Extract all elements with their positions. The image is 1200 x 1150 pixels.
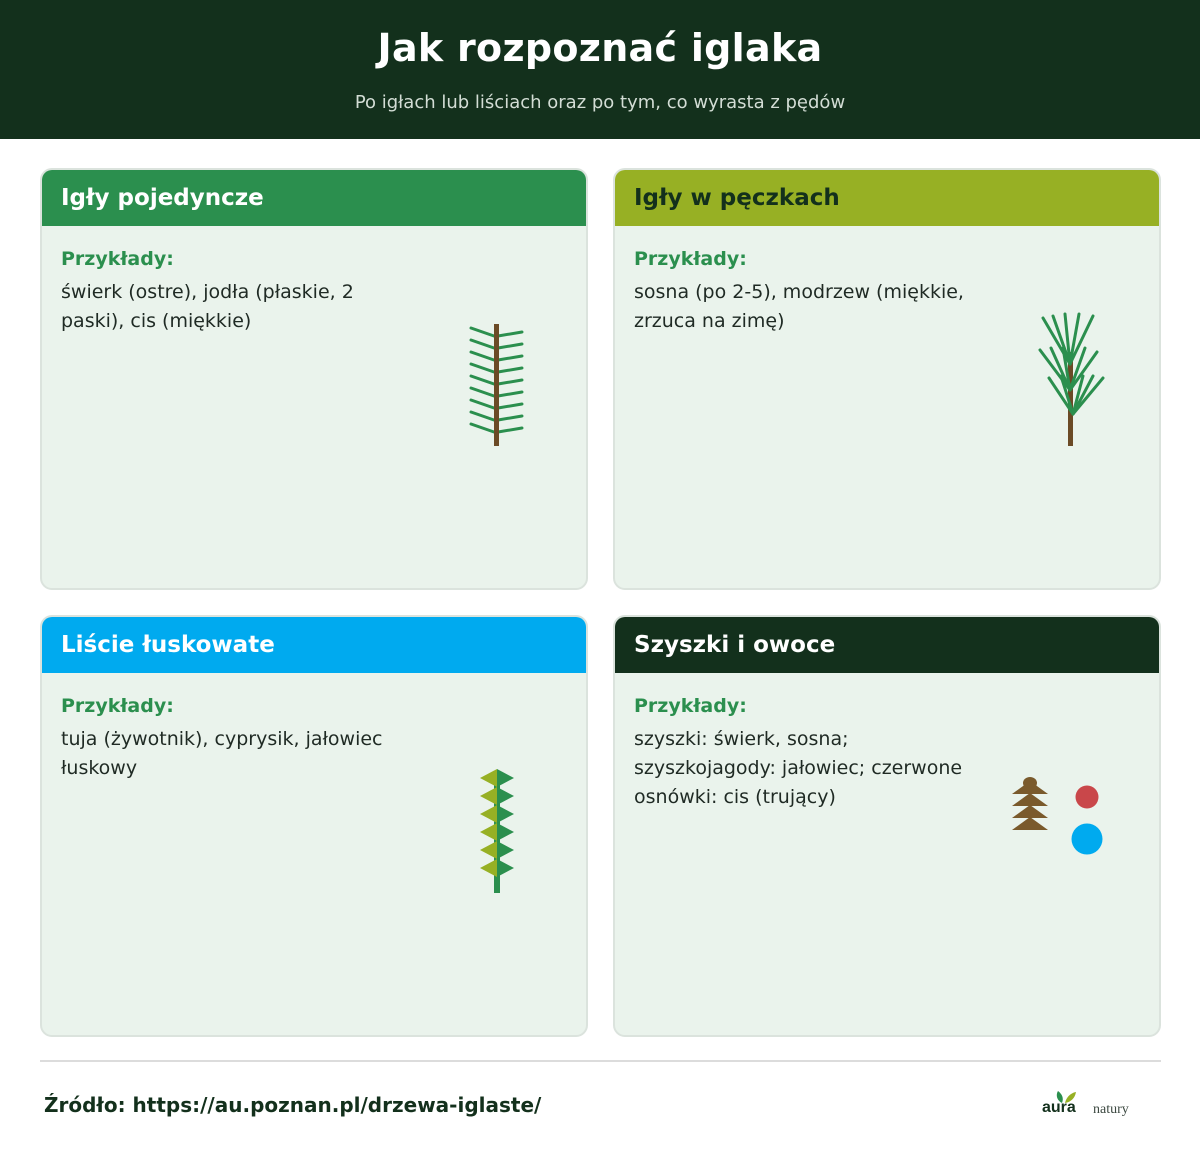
header-banner bbox=[0, 0, 1200, 139]
cone-icon bbox=[1007, 777, 1057, 837]
page-title: Jak rozpoznać iglaka bbox=[377, 26, 823, 70]
card-title: Igły pojedyncze bbox=[42, 170, 586, 226]
footer-divider bbox=[40, 1060, 1161, 1062]
examples-text: szyszki: świerk, sosna; szyszkojagody: jałowiec; czerwone osnówki: cis (trujący) bbox=[634, 728, 963, 808]
card-title: Liście łuskowate bbox=[42, 617, 586, 673]
card-title: Igły w pęczkach bbox=[615, 170, 1159, 226]
card-needle-clusters bbox=[613, 168, 1161, 590]
examples-text: tuja (żywotnik), cyprysik, jałowiec łuskowy bbox=[61, 728, 383, 779]
examples-text: świerk (ostre), jodła (płaskie, 2 paski), cis (miękkie) bbox=[61, 281, 354, 332]
card-title: Szyszki i owoce bbox=[615, 617, 1159, 673]
juniper-berry-icon bbox=[1072, 824, 1103, 855]
examples-label: Przykłady: bbox=[634, 695, 747, 717]
yew-aril-icon bbox=[1076, 786, 1099, 809]
card-cones-and-berries bbox=[613, 615, 1161, 1037]
needle-clusters-icon bbox=[1035, 312, 1107, 448]
examples-label: Przykłady: bbox=[61, 695, 174, 717]
card-single-needles bbox=[40, 168, 588, 590]
scale-leaves-icon bbox=[477, 769, 517, 895]
berries-icon bbox=[1071, 784, 1107, 858]
page-subtitle: Po igłach lub liściach oraz po tym, co wyrasta z pędów bbox=[354, 92, 846, 113]
examples-label: Przykłady: bbox=[634, 248, 747, 270]
logo-main-text: aura bbox=[1042, 1099, 1076, 1116]
examples-label: Przykłady: bbox=[61, 248, 174, 270]
card-scale-leaves bbox=[40, 615, 588, 1037]
logo-sub-text: natury bbox=[1093, 1102, 1129, 1117]
examples-text: sosna (po 2-5), modrzew (miękkie, zrzuca na zimę) bbox=[634, 281, 964, 332]
single-needles-icon bbox=[467, 322, 527, 448]
source-link[interactable]: Źródło: https://au.poznan.pl/drzewa-iglaste/ bbox=[44, 1093, 542, 1117]
aura-natury-logo bbox=[1038, 1090, 1138, 1122]
